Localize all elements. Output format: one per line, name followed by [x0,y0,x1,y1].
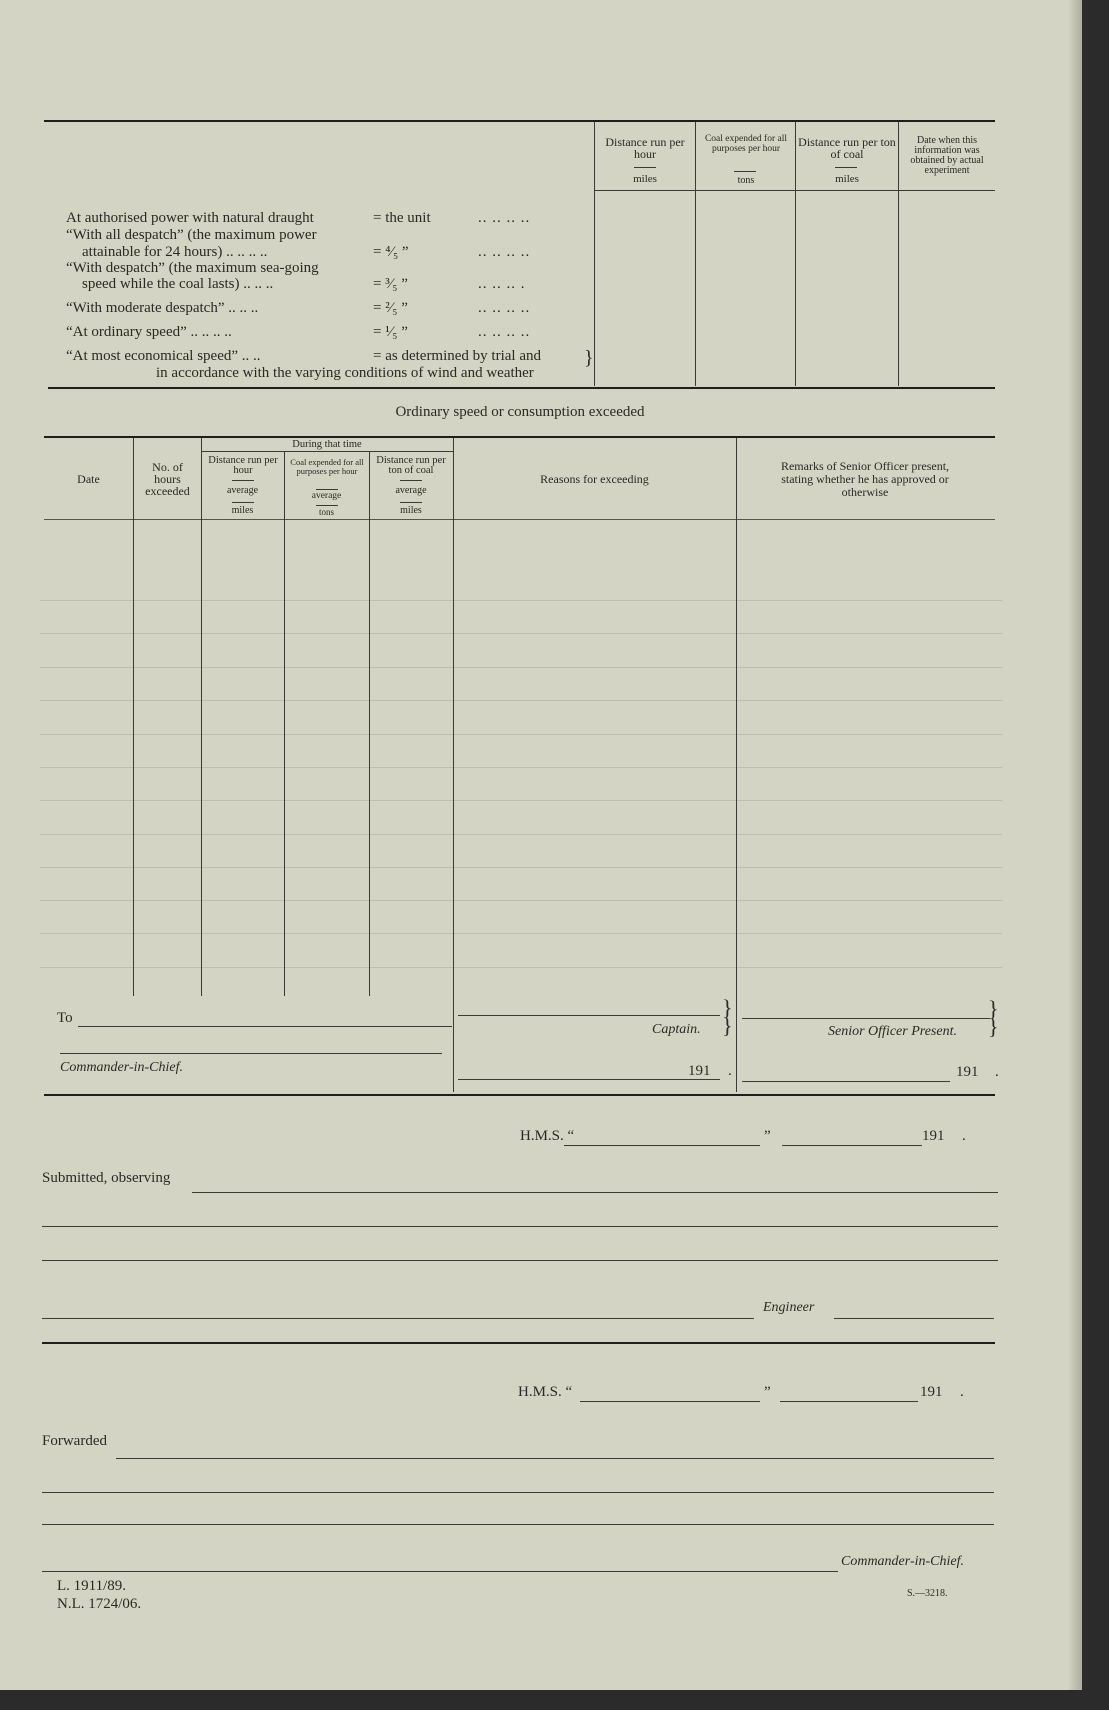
brace-glyph: } [722,995,733,1020]
group-header: During that time [292,439,362,450]
col-coal-expended: Coal expended for all purposes per hour [290,457,364,476]
submitted-line-1[interactable] [192,1192,998,1193]
brace-glyph: } [722,1013,733,1038]
avg-label: average [395,485,427,496]
col-remarks: Remarks of Senior Officer present, stating whether he has approved or otherwise [780,459,950,499]
speed-ratio: = the unit [373,210,431,226]
col-reasons: Reasons for exceeding [540,472,649,486]
unit-miles: miles [633,173,657,185]
col-date: Date [77,472,100,486]
speed-ratio: = ³⁄₅ ” [373,276,408,292]
engineer-label: Engineer [763,1300,815,1315]
engineer-line[interactable] [834,1318,994,1319]
top-rule [44,120,995,122]
captain-line[interactable] [458,1015,720,1016]
reference-l: L. 1911/89. [57,1578,127,1594]
leader-dots: .. .. .. .. [478,210,531,226]
col-coal-per-hour: Coal expended for all purposes per hour [704,134,788,154]
forwarded-line-1[interactable] [116,1458,994,1459]
col-distance-run: Distance run per hour [208,455,278,476]
captain-year: 191 [688,1063,711,1079]
speed-row-moderate: “With moderate despatch” .. .. .. [66,300,259,316]
col-distance-per-ton: Distance run per ton of coal [798,135,896,161]
leader-dots: .. .. .. .. [478,300,531,316]
speed-row-line2: attainable for 24 hours) .. .. .. .. [82,244,268,260]
hms-year-2: 191 [920,1384,943,1400]
leader-dots: .. .. .. .. [478,244,531,260]
period-glyph: . [960,1384,964,1400]
brace-glyph: } [988,996,999,1021]
col-distance-per-hour: Distance run per hour [605,135,685,161]
date-line-2[interactable] [780,1401,918,1402]
speed-ratio: = ⁴⁄₅ ” [373,244,409,260]
reference-nl: N.L. 1724/06. [57,1596,142,1612]
speed-row-economical: “At most economical speed” .. .. [66,348,261,364]
section-title: Ordinary speed or consumption exceeded [395,404,645,420]
forwarded-line-3[interactable] [42,1524,994,1525]
speed-ratio: = as determined by trial and [373,348,541,364]
senior-year: 191 [956,1064,979,1080]
speed-row-authorised: At authorised power with natural draught [66,210,314,226]
ship-name-line-2[interactable] [580,1401,760,1402]
captain-label: Captain. [652,1022,701,1037]
commander-label-2: Commander-in-Chief. [841,1554,964,1569]
speed-ratio: = ¹⁄₅ ” [373,324,408,340]
to-line[interactable] [78,1026,452,1027]
unit-tons: tons [318,507,334,517]
submitted-line-2[interactable] [42,1226,998,1227]
avg-label: average [226,485,259,496]
speed-ratio: = ²⁄₅ ” [373,300,408,316]
speed-row-ordinary: “At ordinary speed” .. .. .. .. [66,324,232,340]
speed-row-despatch: “With despatch” (the maximum sea-going [66,260,319,276]
quote-close: ” [764,1128,771,1144]
senior-officer-label: Senior Officer Present. [828,1024,957,1039]
leader-dots: .. .. .. .. [478,324,531,340]
speed-row-line2: in accordance with the varying conditions of wind and weather [156,365,534,381]
quote-close: ” [764,1384,771,1400]
submitted-label: Submitted, observing [42,1170,171,1186]
hms-year: 191 [922,1128,945,1144]
avg-label: average [311,491,342,501]
period-glyph: . [728,1063,732,1079]
leader-dots: .. .. .. . [478,276,526,292]
date-line[interactable] [782,1145,922,1146]
form-number: S.—3218. [907,1588,948,1599]
ship-name-line[interactable] [564,1145,760,1146]
unit-miles: miles [400,505,422,516]
unit-tons: tons [737,175,755,186]
forwarded-line-2[interactable] [42,1492,994,1493]
unit-miles: miles [835,173,859,185]
speed-row-line2: speed while the coal lasts) .. .. .. [82,276,274,292]
brace-glyph: } [988,1014,999,1039]
submitted-line-4[interactable] [42,1318,754,1319]
senior-officer-line[interactable] [742,1018,990,1019]
forwarded-label: Forwarded [42,1433,107,1449]
period-glyph: . [995,1064,999,1080]
hms-label-2: H.M.S. “ [518,1384,573,1400]
commander-sign-line[interactable] [42,1571,838,1572]
unit-miles: miles [231,505,254,516]
col-date-obtained: Date when this information was obtained by actual experiment [910,135,984,176]
period-glyph: . [962,1128,966,1144]
to-label: To [57,1010,73,1026]
hms-label: H.M.S. “ [520,1128,575,1144]
speed-row-all-despatch: “With all despatch” (the maximum power [66,227,317,243]
brace-glyph: } [584,347,594,369]
col-hours-exceeded: No. of hours exceeded [145,460,190,498]
submitted-line-3[interactable] [42,1260,998,1261]
commander-label: Commander-in-Chief. [60,1060,183,1075]
col-distance-per-ton-avg: Distance run per ton of coal [376,455,446,476]
